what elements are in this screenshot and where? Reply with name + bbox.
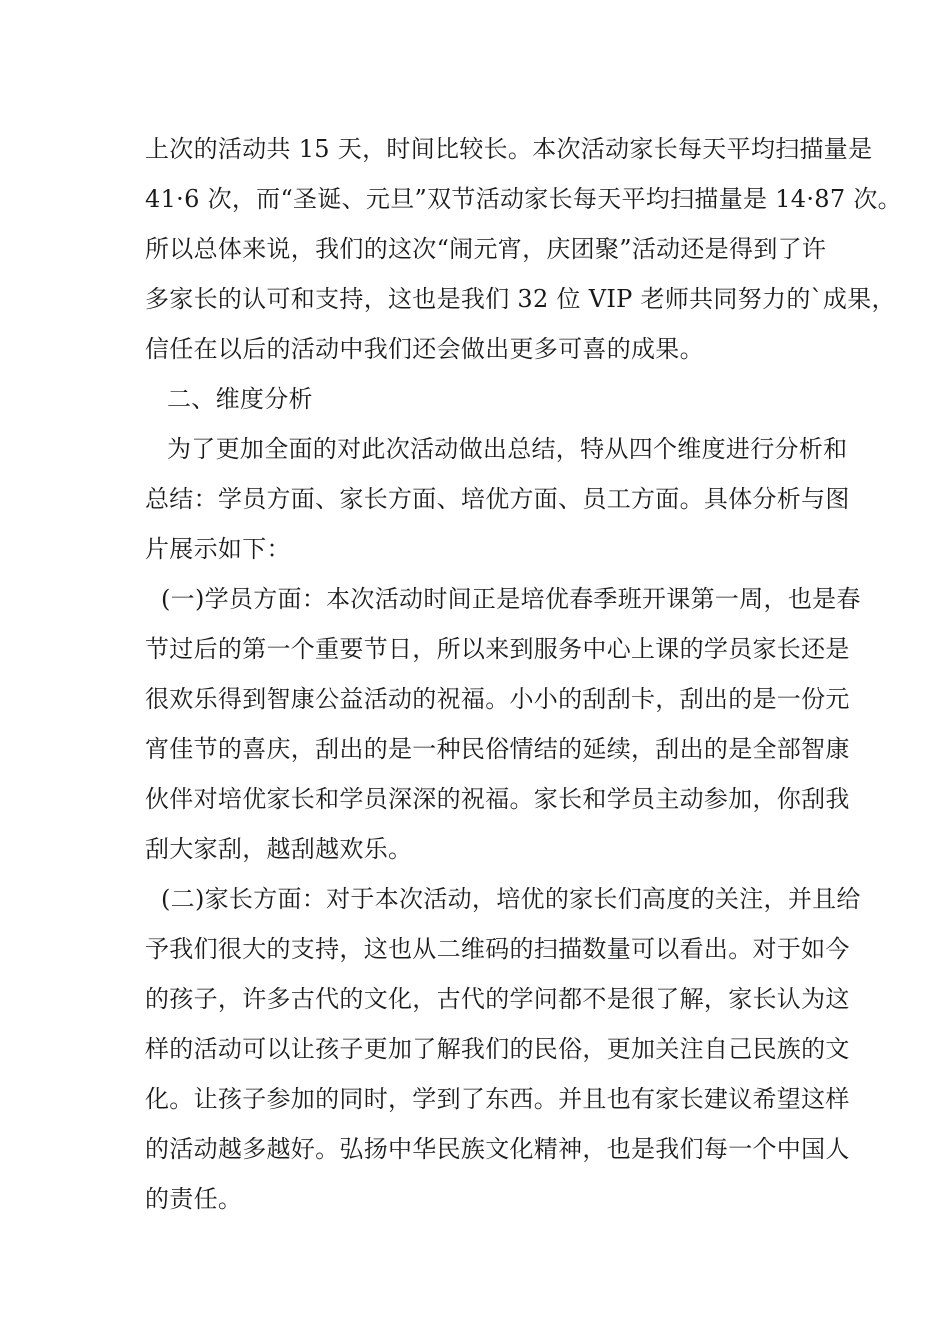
text-line: 信任在以后的活动中我们还会做出更多可喜的成果。	[145, 335, 704, 363]
text-line: 宵佳节的喜庆，刮出的是一种民俗情结的延续，刮出的是全部智康	[145, 735, 850, 763]
text-line: 上次的活动共 15 天，时间比较长。本次活动家长每天平均扫描量是	[145, 135, 873, 163]
section-heading: 二、维度分析	[167, 385, 313, 413]
text-line: 很欢乐得到智康公益活动的祝福。小小的刮刮卡，刮出的是一份元	[145, 685, 850, 713]
subsection-start: (一)学员方面：本次活动时间正是培优春季班开课第一周，也是春	[161, 585, 861, 613]
text-line: 片展示如下：	[145, 535, 291, 563]
text-line: 41·6 次，而“圣诞、元旦”双节活动家长每天平均扫描量是 14·87 次。	[145, 185, 902, 213]
subsection-start: (二)家长方面：对于本次活动，培优的家长们高度的关注，并且给	[161, 885, 861, 913]
text-line: 的责任。	[145, 1185, 243, 1213]
paragraph-start: 为了更加全面的对此次活动做出总结，特从四个维度进行分析和	[167, 435, 848, 463]
text-line: 节过后的第一个重要节日，所以来到服务中心上课的学员家长还是	[145, 635, 850, 663]
text-line: 所以总体来说，我们的这次“闹元宵，庆团聚”活动还是得到了许	[145, 235, 827, 263]
text-line: 化。让孩子参加的同时，学到了东西。并且也有家长建议希望这样	[145, 1085, 850, 1113]
text-line: 刮大家刮，越刮越欢乐。	[145, 835, 413, 863]
text-line: 总结：学员方面、家长方面、培优方面、员工方面。具体分析与图	[145, 485, 850, 513]
text-line: 多家长的认可和支持，这也是我们 32 位 VIP 老师共同努力的`成果，	[145, 285, 896, 313]
text-line: 样的活动可以让孩子更加了解我们的民俗，更加关注自己民族的文	[145, 1035, 850, 1063]
text-line: 的活动越多越好。弘扬中华民族文化精神，也是我们每一个中国人	[145, 1135, 850, 1163]
text-line: 伙伴对培优家长和学员深深的祝福。家长和学员主动参加，你刮我	[145, 785, 850, 813]
text-line: 予我们很大的支持，这也从二维码的扫描数量可以看出。对于如今	[145, 935, 850, 963]
document-body	[145, 124, 902, 1224]
text-line: 的孩子，许多古代的文化，古代的学问都不是很了解，家长认为这	[145, 985, 850, 1013]
